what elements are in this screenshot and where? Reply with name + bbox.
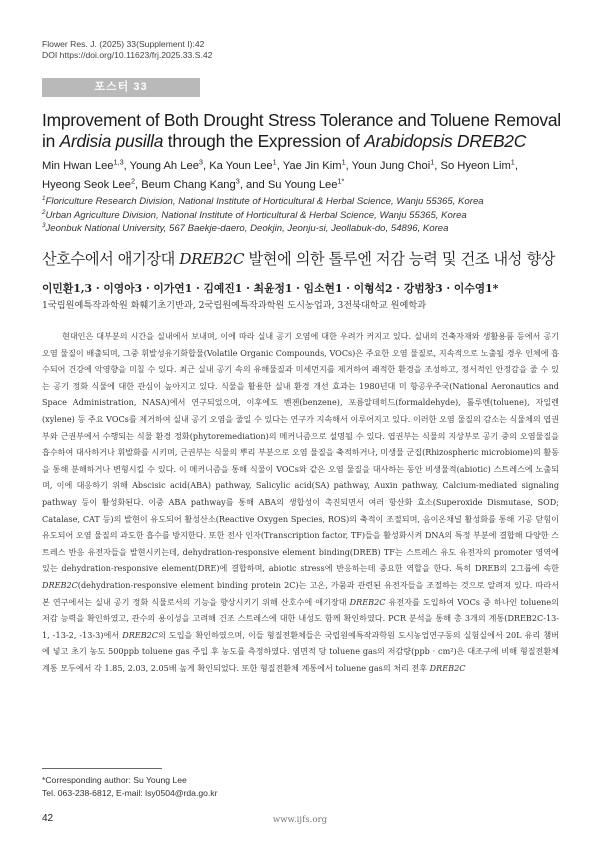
affiliation-mark: 2 — [42, 208, 46, 216]
korean-title — [42, 248, 572, 269]
author-name: Yae Jin Kim — [282, 160, 342, 172]
korean-affiliations: 1국립원예특작과학원 화훼기초기반과, 2국립원예특작과학원 도시농업과, 3전북대학교 원예학과 — [42, 300, 427, 311]
author-line-1 — [42, 157, 572, 176]
affiliation-text: Floriculture Research Division, National Institute of Horticultural & Herbal Science, Wanju 55365, Korea — [45, 196, 484, 207]
korean-authors: 이민환1,3 · 이영아3 · 이가연1 · 김예진1 · 최윤정1 · 임소현1 · 이형석2 · 강범창3 · 이수영1* — [42, 282, 499, 295]
title-text: through the Expression of — [163, 131, 365, 151]
journal-website: www.ijfs.org — [272, 815, 328, 825]
author-name: Su Young Lee — [267, 179, 338, 191]
english-title-line1: Improvement of Both Drought Stress Tolerance and Toluene Removal — [42, 110, 561, 130]
author-separator: , — [345, 160, 352, 172]
author-list — [42, 157, 572, 195]
korean-title-text: 산호수에서 애기장대 — [42, 250, 180, 268]
journal-header — [42, 39, 212, 61]
title-text: in — [42, 131, 60, 151]
title-gene: Arabidopsis DREB2C — [364, 131, 527, 151]
author-affiliation-mark: 1,3 — [113, 157, 124, 167]
gene-name: DREB2C — [122, 629, 158, 640]
author-name: So Hyeon Lim — [440, 160, 511, 172]
author-separator: , — [276, 160, 283, 172]
english-title — [42, 110, 567, 152]
author-affiliation-mark: 1 — [341, 157, 346, 167]
author-separator: , — [202, 160, 210, 172]
affiliation-text: Urban Agriculture Division, National Institute of Horticultural & Herbal Science, Wanju 55365, Korea — [45, 209, 467, 221]
author-separator: , — [434, 160, 441, 172]
corresponding-footnote — [42, 774, 217, 800]
abstract-text: 의 도입을 확인하였으며, 이들 형질전환체들은 국립원예특작과학원 도시농업연구동의 실험실에서 20L 유리 챔버에 넣고 초기 농도 500ppb toluene gas 주입 후 농도를 측정하였다. 염면적 당 toluene gas의 저감량(ppb · cm²)은 대조구에 비해 형질전환체 계통 모두에서 각 1.85, 2.03, 2.05배 높게 확인되었다. 또한 형질전환체 계통에서 toluene gas의 처리 전후 — [42, 629, 559, 673]
author-name: Beum Chang Kang — [141, 179, 236, 191]
author-separator: , and — [239, 179, 268, 191]
corresponding-author: *Corresponding author: Su Young Lee — [42, 775, 187, 785]
author-name: Youn Jung Choi — [351, 160, 431, 172]
abstract-text: 유전자를 도입하여 VOCs 중 하나인 toluene의 저감 능력을 확인하였고, 관수의 용이성을 고려해 건조 스트레스에 대한 내성도 함께 확인하였다. PCR 분석을 통해 총 3개의 계통(DREB2C-13-1, -13-2, -13-3)에서 — [42, 596, 559, 640]
affiliation-list — [42, 195, 582, 236]
affiliation-item — [42, 209, 582, 223]
korean-title-gene: DREB2C — [179, 250, 245, 268]
title-species: Ardisia pusilla — [59, 131, 164, 151]
abstract-text: (dehydration-responsive element binding protein 2C)는 고온, 가뭄과 관련된 유전자들을 조절하는 것으로 알려져 있다. 따라서 본 연구에서는 실내 공기 정화 식물로서의 기능을 향상시키기 위해 산호수에 애기장대 — [42, 579, 559, 607]
affiliation-mark: 1 — [42, 194, 46, 202]
author-separator: , — [514, 160, 518, 172]
poster-badge: 포스터 33 — [42, 78, 200, 97]
author-line-2 — [42, 176, 572, 195]
abstract-text: 현대인은 대부분의 시간을 실내에서 보내며, 이에 따라 실내 공기 오염에 대한 우려가 커지고 있다. 실내의 건축자재와 생활용품 등에서 공기 오염 물질이 배출되며, 그중 휘발성유기화합물(Volatile Organic Compounds, VOCs)은 주요한 오염 물질로, 지속적으로 노출될 경우 인체에 흡수되어 건강에 악영향을 미칠 수 있다. 최근 실내 공기 속의 유해물질과 미세먼지를 제거하여 쾌적한 환경을 조성하고, 정서적인 안정감을 줄 수 있는 공기 정화 식물에 대한 관심이 높아지고 있다. 식물을 활용한 실내 환경 개선 효과는 1980년대 미 항공우주국(National Aeronautics and Space Administration, NASA)에서 연구되었으며, 이후에도 벤젠(benzene), 포름알데히드(formaldehyde), 톨루엔(toluene), 자일렌(xylene) 등 주요 VOCs를 제거하여 실내 공기 오염을 줄일 수 있다는 연구가 지속해서 이루어지고 있다. 이러한 오염 물질의 감소는 식물체의 엽권부와 근권부에서 수행되는 식물 환경 정화(phytoremediation)의 메커니즘으로 설명될 수 있다. 엽권부는 식물의 지상부로 공기 중의 오염물질을 흡수하여 대사하거나 휘발화를 시키며, 근권부는 식물의 뿌리 부분으로 오염 물질을 축적하거나, 미생물 군집(Rhizospheric microbiome)의 활동을 통해 분해하거나 변형시킬 수 있다. 이 메커니즘을 통해 식물이 VOCs와 같은 오염 물질을 대사하는 동안 비생물적(abiotic) 스트레스에 노출되며, 이에 대응하기 위해 Abscisic acid(ABA) pathway, Salicylic acid(SA) pathway, Auxin pathway, Calcium-mediated signaling pathway 등이 활성화된다. 이중 ABA pathway를 통해 ABA의 생합성이 촉진되면서 여러 항산화 효소(Superoxide Dismutase, SOD; Catalase, CAT 등)의 발현이 유도되어 활성산소(Reactive Oxygen Species, ROS)의 축적이 조절되며, 음이온채널 활성화를 통해 기공 닫힘이 유도되어 오염 물질의 과도한 흡수를 방지한다. 또한 전사 인자(Transcription factor, TF)들을 활성화시켜 DNA의 특정 부분에 결합해 다양한 스트레스 반응 유전자들을 발현시키는데, dehydration-responsive element binding(DREB) TF는 스트레스 유도 유전자의 promoter 영역에 있는 dehydration-responsive element(DRE)에 결합하며, abiotic stress에 반응하는데 중요한 역할을 한다. 특히 DREB의 2그룹에 속한 — [42, 331, 559, 574]
author-name: Young Ah Lee — [129, 160, 199, 172]
author-name: Hyeong Seok Lee — [42, 179, 131, 191]
korean-title-text: 발현에 의한 톨루엔 저감 능력 및 건조 내성 향상 — [244, 250, 556, 268]
footnote-divider — [42, 768, 162, 769]
contact-info: Tel. 063-238-6812, E-mail: lsy0504@rda.go.kr — [42, 788, 218, 798]
journal-citation: Flower Res. J. (2025) 33(Supplement I):42 — [42, 39, 205, 49]
author-affiliation-mark: 2 — [130, 176, 135, 186]
english-title-line2 — [42, 131, 567, 152]
page-number: 42 — [42, 813, 54, 824]
author-affiliation-mark: 3 — [198, 157, 203, 167]
author-affiliation-mark: 1 — [272, 157, 277, 167]
author-separator: , — [123, 160, 130, 172]
abstract-body — [42, 328, 559, 676]
journal-doi: DOI https://doi.org/10.11623/frj.2025.33.S.42 — [42, 50, 213, 60]
author-affiliation-mark: 1 — [510, 157, 515, 167]
author-affiliation-mark: 1 — [430, 157, 435, 167]
author-affiliation-mark: 1* — [337, 176, 345, 186]
affiliation-item — [42, 222, 582, 236]
affiliation-item — [42, 195, 582, 209]
author-affiliation-mark: 3 — [235, 176, 240, 186]
affiliation-text: Jeonbuk National University, 567 Baekje-daero, Deokjin, Jeonju-si, Jeollabuk-do, 54896, Korea — [45, 223, 449, 234]
author-separator: , — [135, 179, 142, 191]
author-name: Min Hwan Lee — [42, 160, 114, 172]
gene-name: DREB2C — [429, 662, 466, 673]
gene-name: DREB2C — [349, 596, 386, 607]
author-name: Ka Youn Lee — [209, 160, 273, 172]
affiliation-mark: 3 — [42, 221, 46, 229]
gene-name: DREB2C — [42, 579, 78, 590]
